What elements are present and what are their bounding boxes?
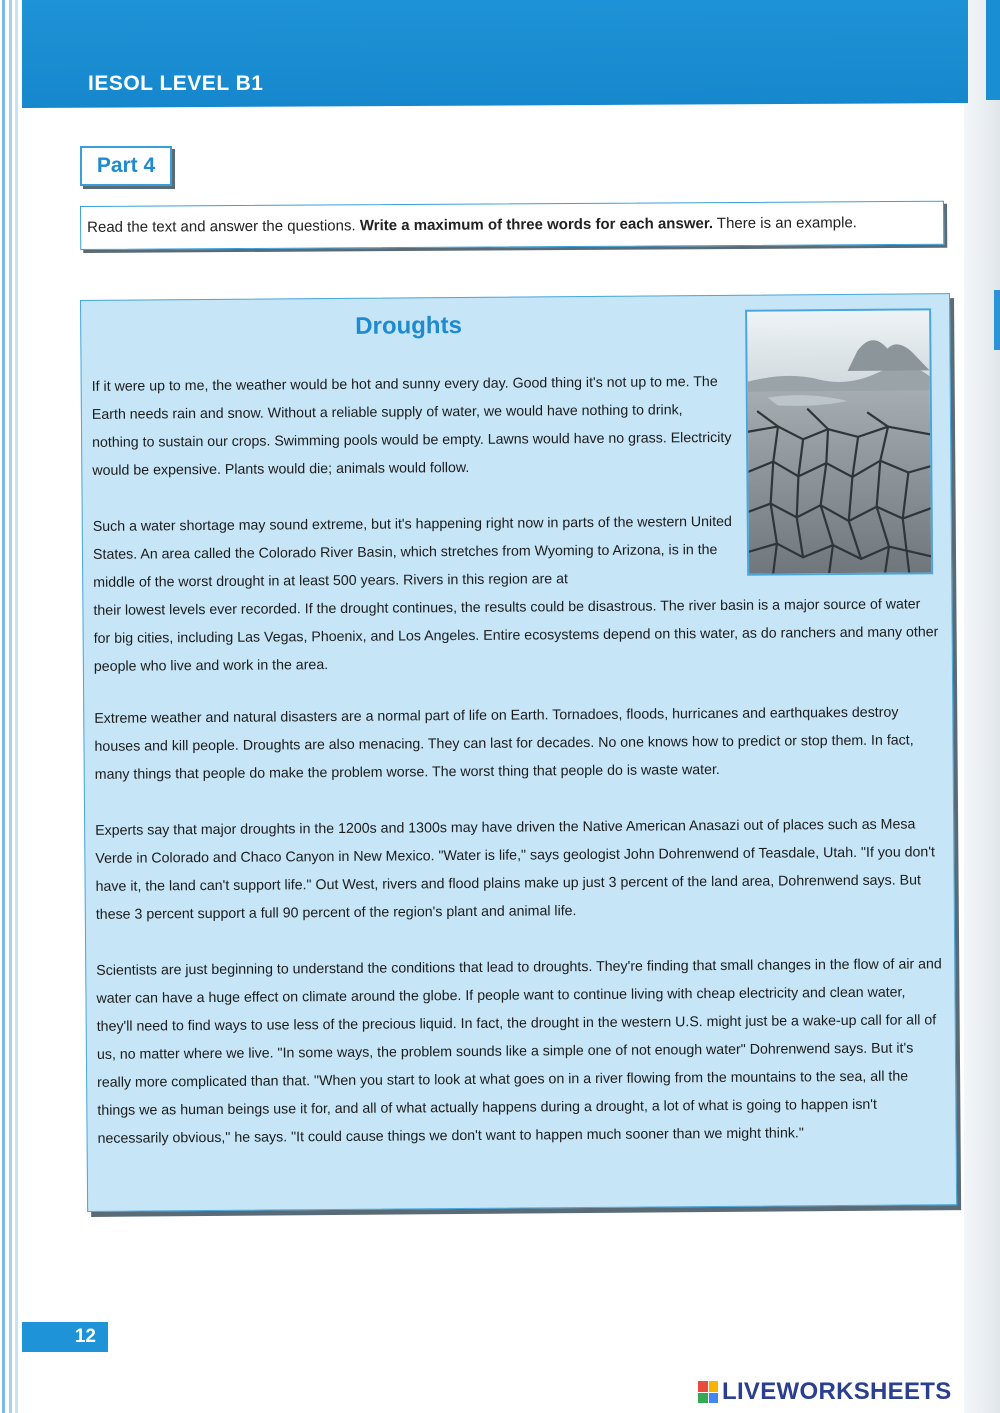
- right-page-margin: [964, 0, 1000, 1413]
- instructions-text-end: There is an example.: [712, 214, 857, 233]
- page-edge-stripe: [9, 0, 12, 1413]
- instructions-box: [80, 201, 944, 250]
- right-edge-tab: [994, 290, 1000, 350]
- header-title: IESOL LEVEL B1: [88, 72, 264, 95]
- watermark: [698, 1378, 952, 1406]
- page-number-text: 12: [74, 1326, 96, 1347]
- instructions-emphasis: Write a maximum of three words for each answer.: [359, 215, 714, 235]
- article-paragraph-2-lead: Such a water shortage may sound extreme, but it's happening right now in parts of the western United States. An area called the Colorado River Basin, which stretches from Wyoming to Arizona, is in the middle of the worst drought in at least 500 years. Rivers in this region are at: [92, 513, 732, 591]
- page-number: [22, 1322, 108, 1352]
- instructions-text: Read the text and answer the questions.: [87, 217, 360, 236]
- article-panel: [80, 293, 957, 1212]
- article-paragraph-4: Experts say that major droughts in the 1200s and 1300s may have driven the Native American Anasazi out of places such as Mesa Verde in Colorado and Chaco Canyon in New Mexico. "Water is life," says geologist John Dohrenwend of Teasdale, Utah. "If you don't have it, the land can't support life." Out West, rivers and flood plains make up just 3 percent of the land area, Dohrenwend says. But these 3 percent support a full 90 percent of the region's plant and animal life.: [95, 816, 936, 923]
- page-edge-stripe: [15, 0, 18, 1413]
- article-paragraph-2: [93, 506, 940, 681]
- article-paragraph-1: If it were up to me, the weather would be hot and sunny every day. Good thing it's not up to me. The Earth needs rain and snow. Without a reliable supply of water, we would have nothing to drink, nothing to sustain our crops. Swimming pools would be empty. Lawns would have no grass. Electricity would be expensive. Plants would die; animals would follow.: [91, 373, 732, 479]
- part-label: [80, 146, 172, 186]
- article-paragraph-2-rest: their lowest levels ever recorded. If the drought continues, the results could be disastrous. The river basin is a major source of water for big cities, including Las Vegas, Phoenix, and Los Angeles. Entire ecosystems depend on this water, as do ranchers and many other people who live and work in the area.: [93, 596, 939, 675]
- right-edge-tab: [986, 0, 1000, 100]
- page-edge-stripe: [2, 0, 5, 1413]
- liveworksheets-logo-icon: [698, 1381, 718, 1403]
- part-label-text: Part 4: [96, 154, 156, 177]
- watermark-text: LIVEWORKSHEETS: [722, 1378, 952, 1405]
- article-paragraph-3: Extreme weather and natural disasters are a normal part of life on Earth. Tornadoes, floods, hurricanes and earthquakes destroy houses and kill people. Droughts are also menacing. They can last for decades. No one knows how to predict or stop them. In fact, many things that people do make the problem worse. The worst thing that people do is waste water.: [94, 704, 914, 783]
- article-paragraph-5: Scientists are just beginning to understand the conditions that lead to droughts. They're finding that small changes in the flow of air and water can have a huge effect on climate around the globe. If people want to continue living with cheap electricity and clean water, they'll need to find ways to use less of the precious liquid. In fact, the drought in the western U.S. might just be a wake-up call for all of us, no matter where we live. "In some ways, the problem sounds like a simple one of not enough water" Dohrenwend says. But it's really more complicated than that. "When you start to look at what goes on in a river flowing from the mountains to the sea, all the things we as human beings use it for, and all of what actually happens during a drought, a lot of what is going to happen isn't necessarily obvious," he says. "It could cause things we don't want to happen much sooner than we might think.": [96, 956, 942, 1147]
- article-title: Droughts: [355, 312, 462, 340]
